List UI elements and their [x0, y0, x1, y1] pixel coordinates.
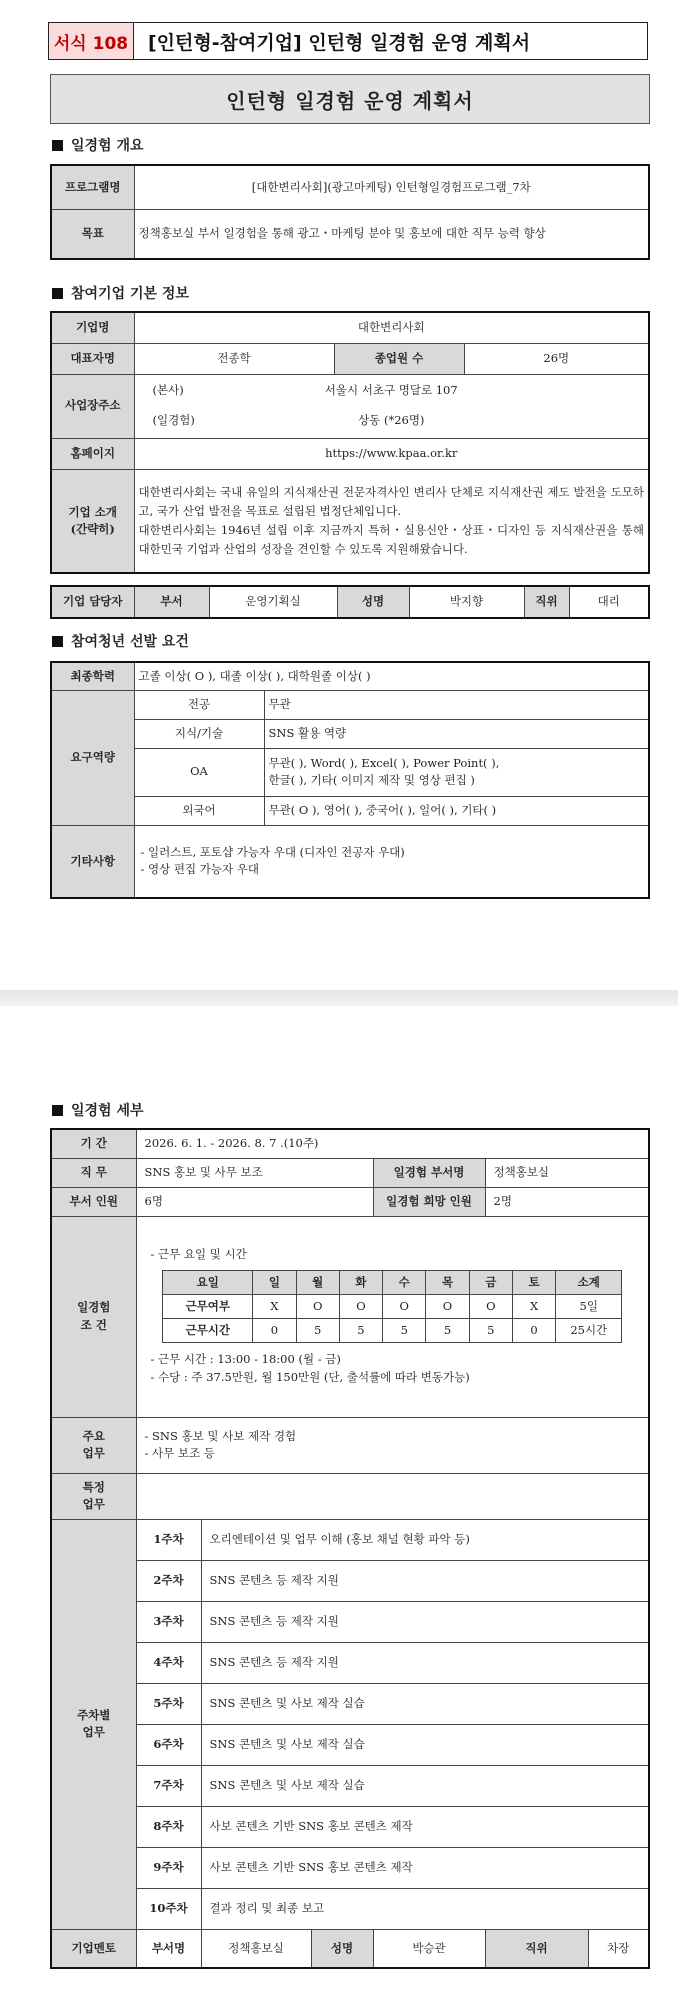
schedule-table [162, 1270, 622, 1343]
schedule-header: 요일 [163, 1271, 253, 1295]
square-bullet-icon [52, 636, 63, 647]
site-address: 상동 (*26명) [358, 413, 425, 428]
week-label: 6주차 [136, 1724, 201, 1765]
etc-line-1: - 일러스트, 포토샵 가능자 우대 (디자인 전공자 우대) [140, 845, 405, 859]
mentor-name-value: 박승관 [373, 1929, 485, 1968]
education-value: 고졸 이상( O ), 대졸 이상( ), 대학원졸 이상( ) [134, 662, 649, 690]
site-label: (일경험) [152, 413, 195, 428]
address-label: 사업장주소 [51, 374, 134, 438]
schedule-cell: 5 [383, 1319, 426, 1343]
conditions-pay: - 수당 : 주 37.5만원, 월 150만원 (단, 출석률에 따라 변동가능) [150, 1369, 470, 1384]
language-value: 무관( O ), 영어( ), 중국어( ), 일어( ), 기타( ) [264, 796, 649, 825]
week-task: 결과 정리 및 최종 보고 [201, 1888, 649, 1929]
week-task: SNS 콘텐츠 및 사보 제작 실습 [201, 1765, 649, 1806]
conditions-title: - 근무 요일 및 시간 [150, 1247, 247, 1262]
schedule-cell: 5일 [556, 1295, 622, 1319]
members-label: 부서 인원 [51, 1187, 136, 1216]
contact-name-value: 박지향 [409, 586, 524, 618]
program-value: [대한변리사회](광고마케팅) 인턴형일경험프로그램_7차 [134, 165, 649, 209]
week-label: 9주차 [136, 1847, 201, 1888]
mentor-label: 기업멘토 [51, 1929, 136, 1968]
schedule-cell: 5 [469, 1319, 512, 1343]
section-title: 일경험 세부 [71, 1103, 144, 1119]
form-number: 서식 108 [49, 23, 134, 59]
homepage-link[interactable]: https://www.kpaa.or.kr [134, 438, 649, 469]
schedule-cell: 5 [296, 1319, 339, 1343]
contact-dept-value: 운영기획실 [209, 586, 337, 618]
week-label: 10주차 [136, 1888, 201, 1929]
language-label: 외국어 [134, 796, 264, 825]
contact-position-value: 대리 [569, 586, 649, 618]
address-cell [134, 374, 649, 438]
schedule-cell: 0 [512, 1319, 555, 1343]
page-break [0, 990, 678, 1006]
major-label: 전공 [134, 690, 264, 719]
staff-label: 종업원 수 [334, 343, 464, 374]
skill-value: SNS 활용 역량 [264, 719, 649, 748]
contact-table [50, 585, 650, 619]
program-label: 프로그램명 [51, 165, 134, 209]
etc-label: 기타사항 [51, 825, 134, 898]
main-duty-line-1: - SNS 홍보 및 사보 제작 경험 [144, 1428, 297, 1443]
section-title: 참여청년 선발 요건 [71, 634, 189, 650]
oa-line-2: 한글( ), 기타( 이미지 제작 및 영상 편집 ) [268, 773, 475, 787]
week-task: 사보 콘텐츠 기반 SNS 홍보 콘텐츠 제작 [201, 1806, 649, 1847]
section-heading-requirements [52, 631, 189, 651]
schedule-header: 목 [426, 1271, 469, 1295]
work-dept-label: 일경험 부서명 [373, 1158, 485, 1187]
form-header [48, 22, 648, 60]
contact-dept-label: 부서 [134, 586, 209, 618]
competency-label: 요구역량 [51, 690, 134, 825]
intro-label-line1: 기업 소개 [68, 504, 117, 519]
week-label: 4주차 [136, 1642, 201, 1683]
week-label: 1주차 [136, 1519, 201, 1560]
company-name-label: 기업명 [51, 312, 134, 343]
period-label: 기 간 [51, 1129, 136, 1158]
oa-label: OA [134, 748, 264, 796]
duty-label: 직 무 [51, 1158, 136, 1187]
schedule-header: 월 [296, 1271, 339, 1295]
hq-label: (본사) [152, 383, 184, 398]
intro-paragraph-2: 대한변리사회는 1946년 설립 이후 지금까지 특허・실용신안・상표・디자인 등 지식재산권을 통해 대한민국 기업과 산업의 성장을 견인할 수 있도록 지원해왔습니다. [138, 522, 644, 556]
schedule-header: 일 [253, 1271, 296, 1295]
mentor-dept-value: 정책홍보실 [202, 1930, 312, 1967]
etc-value [134, 825, 649, 898]
schedule-header: 금 [469, 1271, 512, 1295]
week-label: 3주차 [136, 1601, 201, 1642]
company-name-value: 대한변리사회 [134, 312, 649, 343]
etc-line-2: - 영상 편집 가능자 우대 [140, 862, 259, 877]
mentor-dept-cell [201, 1929, 373, 1968]
section-heading-company [52, 283, 189, 303]
education-label: 최종학력 [51, 662, 134, 690]
schedule-cell: X [253, 1295, 296, 1319]
mentor-position-label: 직위 [485, 1929, 588, 1968]
week-task: SNS 콘텐츠 등 제작 지원 [201, 1642, 649, 1683]
conditions-label-line1: 일경험 [77, 1300, 111, 1315]
oa-value [264, 748, 649, 796]
week-task: 오리엔테이션 및 업무 이해 (홍보 채널 현황 파악 등) [201, 1519, 649, 1560]
contact-position-label: 직위 [524, 586, 569, 618]
schedule-cell: O [296, 1295, 339, 1319]
members-value: 6명 [136, 1187, 373, 1216]
schedule-header: 토 [512, 1271, 555, 1295]
major-value: 무관 [264, 690, 649, 719]
schedule-header: 수 [383, 1271, 426, 1295]
period-value: 2026. 6. 1. - 2026. 8. 7 .(10주) [136, 1129, 649, 1158]
schedule-cell: 0 [253, 1319, 296, 1343]
conditions-label [51, 1216, 136, 1417]
square-bullet-icon [52, 288, 63, 299]
intro-paragraph-1: 대한변리사회는 국내 유일의 지식재산권 전문자격사인 변리사 단체로 지식재산권 제도 발전을 도모하고, 국가 산업 발전을 목표로 설립된 법정단체입니다. [138, 484, 644, 518]
square-bullet-icon [52, 1105, 63, 1116]
week-task: SNS 콘텐츠 등 제작 지원 [201, 1601, 649, 1642]
intro-label-line2: (간략히) [70, 521, 115, 536]
schedule-cell: O [383, 1295, 426, 1319]
schedule-header: 화 [339, 1271, 382, 1295]
skill-label: 지식/기술 [134, 719, 264, 748]
schedule-cell: 근무시간 [163, 1319, 253, 1343]
main-duty-label-line2: 업무 [82, 1446, 105, 1460]
schedule-cell: 5 [426, 1319, 469, 1343]
oa-line-1: 무관( ), Word( ), Excel( ), Power Point( ), [268, 755, 500, 770]
section-heading-details [52, 1100, 144, 1120]
conditions-cell [136, 1216, 649, 1417]
week-label: 2주차 [136, 1560, 201, 1601]
goal-value: 정책홍보실 부서 일경험을 통해 광고・마케팅 분야 및 홍보에 대한 직무 능력 향상 [134, 209, 649, 259]
square-bullet-icon [52, 140, 63, 151]
contact-name-label: 성명 [337, 586, 409, 618]
week-label: 5주차 [136, 1683, 201, 1724]
weekly-duty-label-line1: 주차별 [77, 1707, 111, 1722]
main-duty-label-line1: 주요 [82, 1428, 105, 1443]
schedule-cell: 25시간 [556, 1319, 622, 1343]
goal-label: 목표 [51, 209, 134, 259]
work-dept-value: 정책홍보실 [485, 1158, 649, 1187]
special-duty-label-line1: 특정 [82, 1479, 105, 1494]
ceo-value: 전종학 [134, 343, 334, 374]
weekly-duty-label [51, 1519, 136, 1929]
intro-text [134, 469, 649, 573]
main-duty-line-2: - 사무 보조 등 [144, 1446, 215, 1460]
section-title: 참여기업 기본 정보 [71, 286, 189, 302]
mentor-dept-label: 부서명 [136, 1929, 201, 1968]
company-table [50, 311, 650, 574]
details-table [50, 1128, 650, 1969]
form-title: [인턴형-참여기업] 인턴형 일경험 운영 계획서 [148, 31, 531, 54]
section-title: 일경험 개요 [71, 138, 144, 154]
conditions-time: - 근무 시간 : 13:00 - 18:00 (월 - 금) [150, 1352, 341, 1367]
section-heading-overview [52, 135, 144, 155]
schedule-header: 소계 [556, 1271, 622, 1295]
week-label: 8주차 [136, 1806, 201, 1847]
schedule-cell: O [339, 1295, 382, 1319]
homepage-label: 홈페이지 [51, 438, 134, 469]
contact-label: 기업 담당자 [51, 586, 134, 618]
overview-table [50, 164, 650, 260]
wanted-label: 일경험 희망 인원 [373, 1187, 485, 1216]
main-duty-label [51, 1417, 136, 1473]
week-task: 사보 콘텐츠 기반 SNS 홍보 콘텐츠 제작 [201, 1847, 649, 1888]
special-duty-label [51, 1473, 136, 1519]
main-duty-value [136, 1417, 649, 1473]
ceo-label: 대표자명 [51, 343, 134, 374]
week-task: SNS 콘텐츠 및 사보 제작 실습 [201, 1724, 649, 1765]
mentor-name-label: 성명 [312, 1930, 373, 1967]
schedule-cell: X [512, 1295, 555, 1319]
schedule-cell: 근무여부 [163, 1295, 253, 1319]
weekly-duty-label-line2: 업무 [82, 1725, 105, 1739]
requirements-table [50, 661, 650, 899]
intro-label [51, 469, 134, 573]
staff-value: 26명 [464, 343, 649, 374]
mentor-position-value: 차장 [588, 1929, 649, 1968]
duty-value: SNS 홍보 및 사무 보조 [136, 1158, 373, 1187]
hq-address: 서울시 서초구 명달로 107 [324, 383, 458, 398]
conditions-label-line2: 조 건 [80, 1317, 107, 1332]
schedule-cell: 5 [339, 1319, 382, 1343]
week-task: SNS 콘텐츠 등 제작 지원 [201, 1560, 649, 1601]
special-duty-label-line2: 업무 [82, 1497, 105, 1511]
document-title: 인턴형 일경험 운영 계획서 [50, 74, 650, 124]
schedule-cell: O [426, 1295, 469, 1319]
special-duty-value [136, 1473, 649, 1519]
week-task: SNS 콘텐츠 및 사보 제작 실습 [201, 1683, 649, 1724]
week-label: 7주차 [136, 1765, 201, 1806]
schedule-cell: O [469, 1295, 512, 1319]
wanted-value: 2명 [485, 1187, 649, 1216]
